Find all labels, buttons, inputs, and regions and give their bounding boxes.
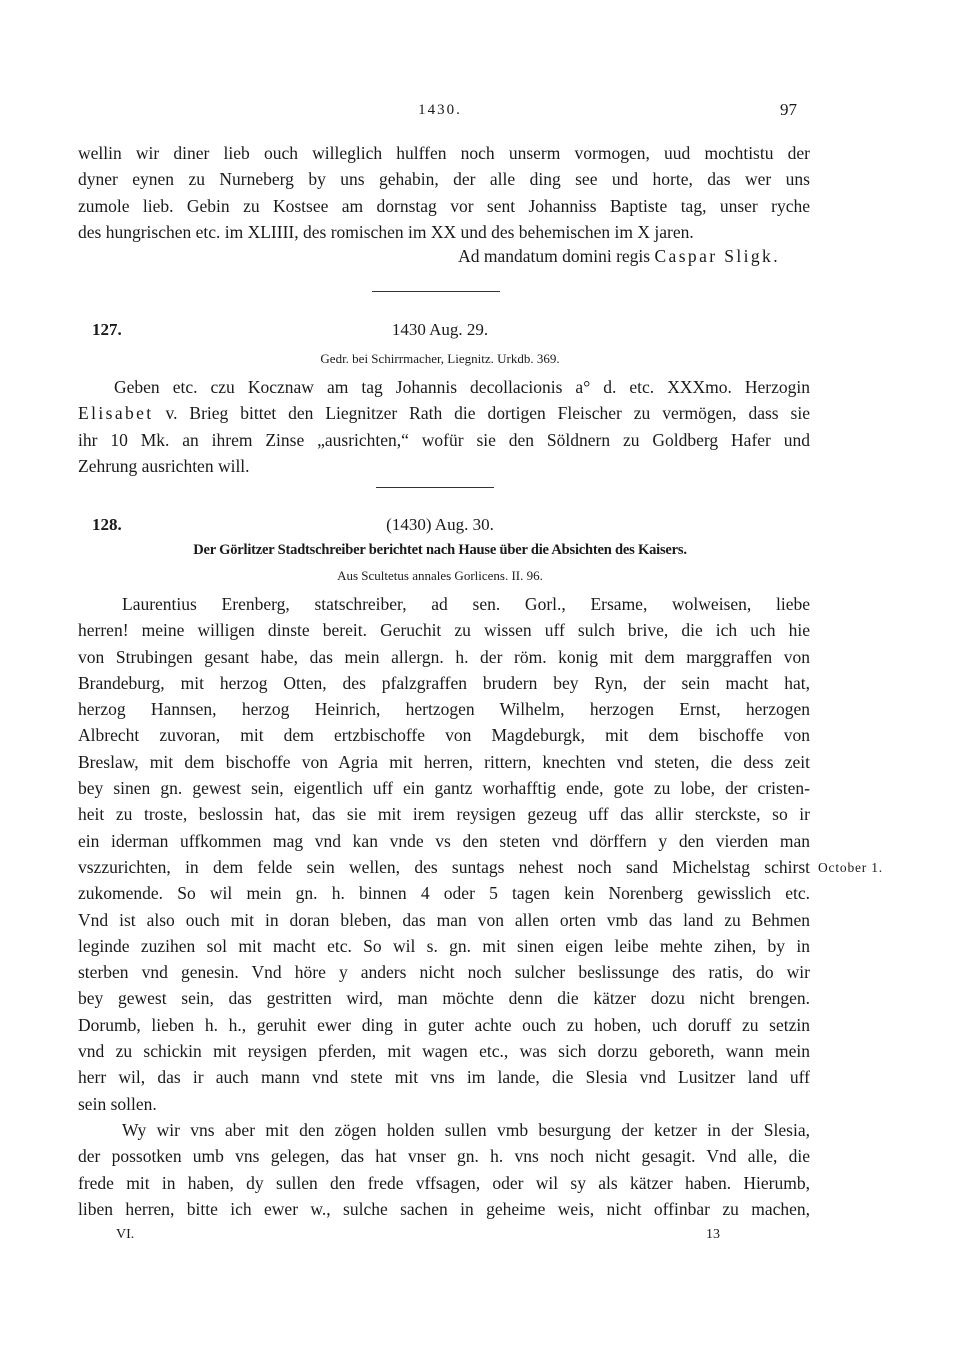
mandate-line	[78, 246, 780, 267]
top-paragraph	[78, 140, 810, 245]
text-line: Breslaw, mit dem bischoffe von Agria mit herren, rittern, knechten vnd steten, die dess zeit	[78, 751, 810, 772]
text-line: zumole lieb. Gebin zu Kostsee am dornstag vor sent Johanniss Baptiste tag, unser ryche	[78, 195, 810, 216]
mandate-prefix: Ad mandatum domini regis	[458, 246, 655, 266]
text-line: bey sinen gn. gewest sein, eigentlich uff ein gantz worhafftig ende, gote zu lobe, der cristen-	[78, 778, 810, 799]
entry-date-128: (1430) Aug. 30.	[386, 515, 494, 534]
text-line: Dorumb, lieben h. h., geruhit ewer ding in guter achte ouch zu hoben, uch doruff zu setzin	[78, 1014, 810, 1035]
entry-number-128: 128.	[92, 515, 122, 534]
entry-source-128: Aus Scultetus annales Gorlicens. II. 96.	[337, 568, 543, 583]
entry-heading-128: Der Görlitzer Stadtschreiber berichtet nach Hause über die Absichten des Kaisers.	[193, 542, 687, 558]
text-line: Zehrung ausrichten will.	[78, 455, 250, 476]
text-line: herzog Hannsen, herzog Heinrich, hertzogen Wilhelm, herzogen Ernst, herzogen	[78, 699, 810, 720]
text-line: Wy wir vns aber mit den zögen holden sullen vmb besurgung der ketzer in der Slesia,	[122, 1119, 810, 1140]
text-line: frede mit in haben, dy sullen den frede vffsagen, oder wil sy als kätzer haben. Hierumb,	[78, 1172, 810, 1193]
footer-signature: VI.	[116, 1227, 135, 1242]
text-line: dyner eynen zu Nurneberg by uns gehabin, der alle ding see und horte, das wer uns	[78, 169, 810, 190]
text-line: liben herren, bitte ich ewer w., sulche sachen in geheime weis, nicht offinbar zu machen,	[78, 1198, 810, 1219]
text-line: Albrecht zuvoran, mit dem ertzbischoffe von Magdeburgk, mit dem bischoffe von	[78, 725, 810, 746]
text-fragment: v. Brieg bittet den Liegnitzer Rath die dortigen Fleischer zu vermögen, dass sie	[153, 403, 810, 424]
text-line: Laurentius Erenberg, statschreiber, ad sen. Gorl., Ersame, wolweisen, liebe	[122, 594, 810, 614]
text-line: von Strubingen gesant habe, das mein allergn. h. der röm. konig mit dem marggraffen von	[78, 646, 810, 667]
entry-source-127: Gedr. bei Schirrmacher, Liegnitz. Urkdb. 369.	[320, 351, 560, 366]
text-line: Geben etc. czu Kocznaw am tag Johannis decollacionis a° d. etc. XXXmo. Herzogin	[114, 377, 810, 397]
text-line: der possotken umb vns gelegen, das hat vnser gn. h. vns noch nicht gesagit. Vnd alle, die	[78, 1146, 810, 1167]
text-line: herr wil, das ir auch mann vnd stete mit vns im lande, die Slesia vnd Lusitzer land uff	[78, 1067, 810, 1088]
text-line: leginde zuzihen sol mit macht etc. So wil s. gn. mit sinen eigen leibe mehte zihen, by in	[78, 935, 810, 956]
text-line: sterben vnd genesin. Vnd höre y anders nicht noch sulcher beslissunge des ratis, do wir	[78, 962, 810, 983]
running-header-year: 1430.	[418, 102, 462, 118]
entry-number-127: 127.	[92, 320, 122, 339]
text-line: zukomende. So wil mein gn. h. binnen 4 oder 5 tagen kein Norenberg gewisslich etc.	[78, 883, 810, 904]
text-line: vnd zu schickin mit reysigen pferden, mit wagen etc., was sich dorzu geboreth, wann mein	[78, 1041, 810, 1062]
text-line: sein sollen.	[78, 1093, 157, 1114]
text-line: Brandeburg, mit herzog Otten, des pfalzgraffen brudern bey Ryn, der sein macht hat,	[78, 672, 810, 693]
text-line	[78, 400, 810, 426]
divider	[376, 487, 494, 488]
text-line: ihr 10 Mk. an ihrem Zinse „ausrichten,“ wofür sie den Söldnern zu Goldberg Hafer und	[78, 429, 810, 450]
page-number: 97	[780, 100, 797, 119]
mandate-name: Caspar Sligk.	[654, 246, 780, 266]
person-name: Elisabet	[78, 403, 154, 424]
text-line: wellin wir diner lieb ouch willeglich hulffen noch unserm vormogen, uud mochtistu der	[78, 143, 810, 163]
margin-note: October 1.	[818, 860, 883, 875]
text-line: herren! meine willigen dinste bereit. Geruchit zu wissen uff sulch brive, die ich uch hie	[78, 620, 810, 641]
text-line: heit zu troste, beslossin hat, das sie mit irem reysigen gezeug uff das allir sterckste, so ir	[78, 804, 810, 825]
text-line: vszzurichten, in dem felde sein wellen, des suntags nehest noch sand Michelstag schirst	[78, 856, 810, 877]
text-line: Vnd ist also ouch mit in doran bleben, das man von allen orten vmb das land zu Behmen	[78, 909, 810, 930]
entry-date-127: 1430 Aug. 29.	[391, 320, 489, 339]
divider	[372, 291, 500, 292]
text-line: des hungrischen etc. im XLIIII, des romischen im XX und des behemischen im X jaren.	[78, 221, 694, 242]
text-line: bey gewest sein, das gestritten wird, man möchte denn die kätzer dozu nicht brengen.	[78, 988, 810, 1009]
text-line: ein iderman uffkommen mag vnd kan vnde vs den steten vnd dörffern y den vierden man	[78, 830, 810, 851]
entry-body-128	[78, 591, 810, 1222]
entry-body-127	[78, 374, 810, 479]
footer-sheet-number: 13	[706, 1227, 720, 1242]
